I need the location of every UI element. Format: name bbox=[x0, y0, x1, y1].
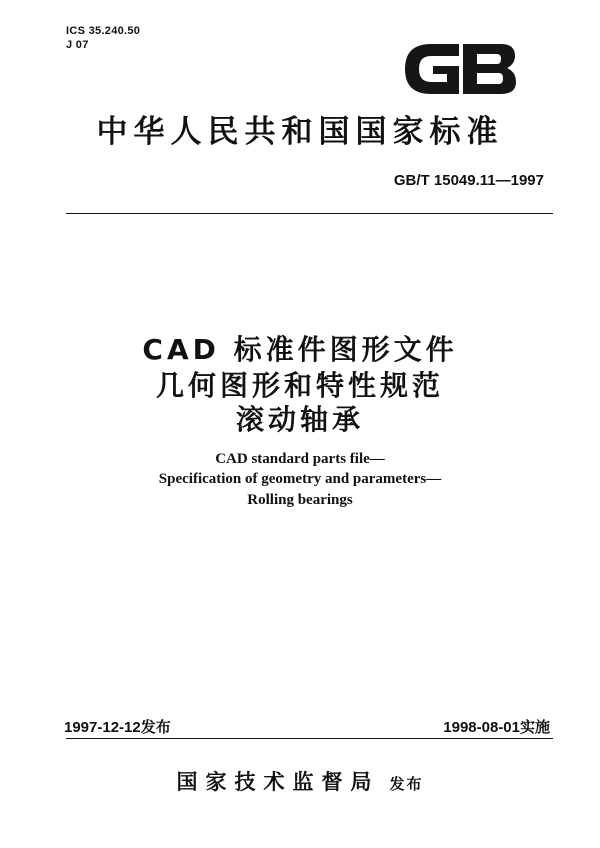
title-en-line1: CAD standard parts file— bbox=[215, 451, 385, 467]
classification-codes bbox=[66, 24, 140, 52]
title-cn-line2: 几何图形和特性规范 bbox=[155, 369, 444, 402]
issuer-org: 国家技术监督局 bbox=[176, 770, 380, 794]
ccs-code: J 07 bbox=[66, 39, 89, 51]
effective-date: 1998-08-01实施 bbox=[443, 719, 550, 736]
title-cn-line1: CAD 标准件图形文件 bbox=[142, 333, 458, 366]
top-divider bbox=[66, 213, 553, 214]
gb-logo-icon bbox=[403, 42, 518, 96]
bottom-divider bbox=[66, 738, 553, 739]
issuer bbox=[0, 766, 600, 796]
standard-title: 中华人民共和国国家标准 bbox=[96, 114, 504, 150]
issue-date: 1997-12-12发布 bbox=[64, 719, 171, 736]
title-cn-line3: 滚动轴承 bbox=[235, 403, 364, 436]
ics-code: ICS 35.240.50 bbox=[66, 25, 141, 37]
issuer-action: 发布 bbox=[389, 775, 424, 793]
standard-code: GB/T 15049.11—1997 bbox=[393, 172, 544, 189]
title-en-line3: Rolling bearings bbox=[247, 492, 353, 508]
title-en-line2: Specification of geometry and parameters— bbox=[158, 471, 442, 487]
